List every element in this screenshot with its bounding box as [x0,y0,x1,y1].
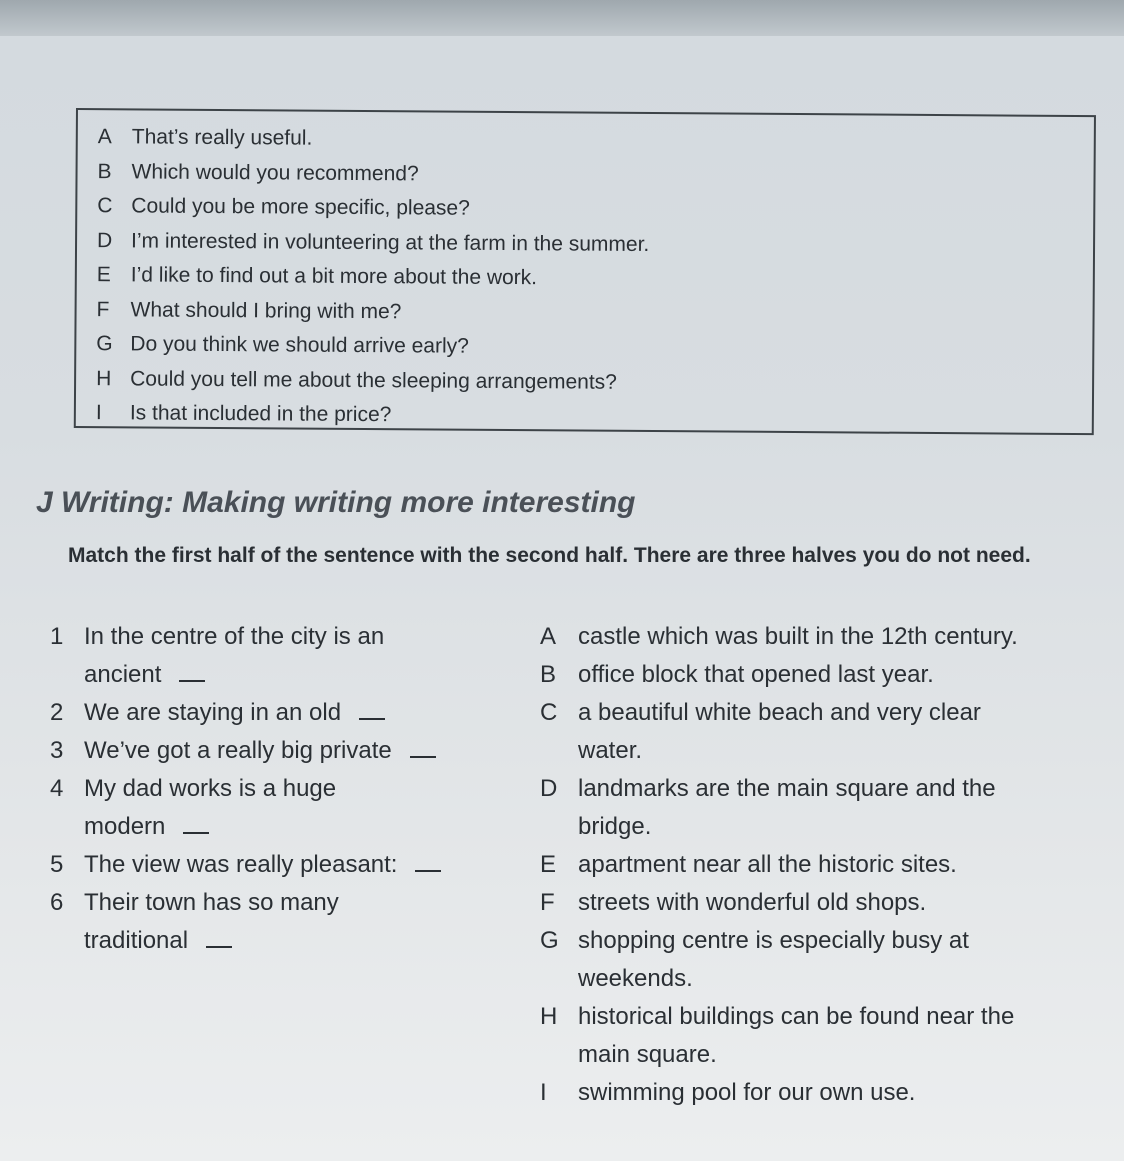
option-letter: F [540,889,555,916]
answer-blank[interactable] [415,852,441,872]
phrase-text: Could you be more specific, please? [131,194,470,220]
first-half-item [50,618,520,694]
second-halves-column [540,618,1100,1112]
phrase-text: That’s really useful. [131,125,313,150]
option-text-cont: water. [578,737,643,764]
option-text: office block that opened last year. [578,661,934,688]
first-half-item [50,732,520,770]
phrase-item [96,396,1092,437]
item-text: The view was really pleasant: [84,851,398,878]
phrase-text: Do you think we should arrive early? [130,332,469,358]
answer-blank[interactable] [359,700,385,720]
item-number: 6 [50,889,64,916]
first-half-item [50,694,520,732]
item-text: In the centre of the city is an [84,623,385,650]
first-half-item [50,770,520,846]
phrase-letter: A [97,125,112,149]
second-half-item [540,922,1100,998]
option-letter: H [540,1003,558,1030]
phrase-letter: D [96,228,113,252]
option-text-cont: main square. [578,1041,717,1068]
phrase-letter: H [96,366,112,390]
item-text-cont: traditional [84,927,189,954]
phrases-list [76,110,1094,438]
first-half-item [50,846,520,884]
answer-blank[interactable] [183,814,209,834]
first-halves-column [50,618,520,960]
option-text-cont: weekends. [578,965,693,992]
option-text: historical buildings can be found near the [578,1003,1015,1030]
option-text: a beautiful white beach and very clear [578,699,981,726]
option-letter: G [540,927,559,954]
option-letter: I [540,1079,547,1106]
phrase-text: I’m interested in volunteering at the farm in the summer. [130,228,650,256]
item-number: 3 [50,737,64,764]
option-text-cont: bridge. [578,813,652,840]
item-text: My dad works is a huge [84,775,337,802]
phrase-text: Is that included in the price? [129,401,392,427]
phrase-text: Could you tell me about the sleeping arrangements? [130,366,617,394]
phrase-text: Which would you recommend? [131,159,419,185]
option-text: apartment near all the historic sites. [578,851,957,878]
second-half-item [540,884,1100,922]
item-text-cont: ancient [84,661,162,688]
second-half-item [540,770,1100,846]
answer-blank[interactable] [179,662,205,682]
first-half-item [50,884,520,960]
phrase-letter: C [97,194,113,218]
answer-blank[interactable] [206,928,232,948]
option-letter: B [540,661,557,688]
second-half-item [540,656,1100,694]
option-letter: C [540,699,558,726]
instructions: Match the first half of the sentence with the second half. There are three halves you do not need. [68,544,1031,567]
second-half-item [540,694,1100,770]
photo-background-top [0,0,1124,40]
item-text: We’ve got a really big private [84,737,392,764]
option-text: shopping centre is especially busy at [578,927,969,954]
second-half-item [540,846,1100,884]
item-number: 5 [50,851,64,878]
item-text: Their town has so many [84,889,339,916]
option-text: swimming pool for our own use. [578,1079,916,1106]
section-title: J Writing: Making writing more interesting [36,486,636,519]
phrase-text: What should I bring with me? [130,297,402,323]
option-text: castle which was built in the 12th century. [578,623,1018,650]
second-half-item [540,618,1100,656]
answer-blank[interactable] [410,738,436,758]
phrase-letter: I [95,401,102,425]
second-half-item [540,998,1100,1074]
phrase-text: I’d like to find out a bit more about the work. [130,263,538,290]
option-text: landmarks are the main square and the [578,775,996,802]
item-text: We are staying in an old [84,699,342,726]
second-half-item [540,1074,1100,1112]
option-letter: D [540,775,558,802]
item-number: 2 [50,699,64,726]
phrase-letter: B [97,159,112,183]
phrase-letter: G [96,332,113,356]
item-number: 4 [50,775,64,802]
phrases-box [74,108,1096,435]
option-letter: A [540,623,557,650]
option-text: streets with wonderful old shops. [578,889,927,916]
phrase-letter: E [96,263,111,287]
item-text-cont: modern [84,813,166,840]
option-letter: E [540,851,557,878]
item-number: 1 [50,623,64,650]
phrase-letter: F [96,297,110,321]
